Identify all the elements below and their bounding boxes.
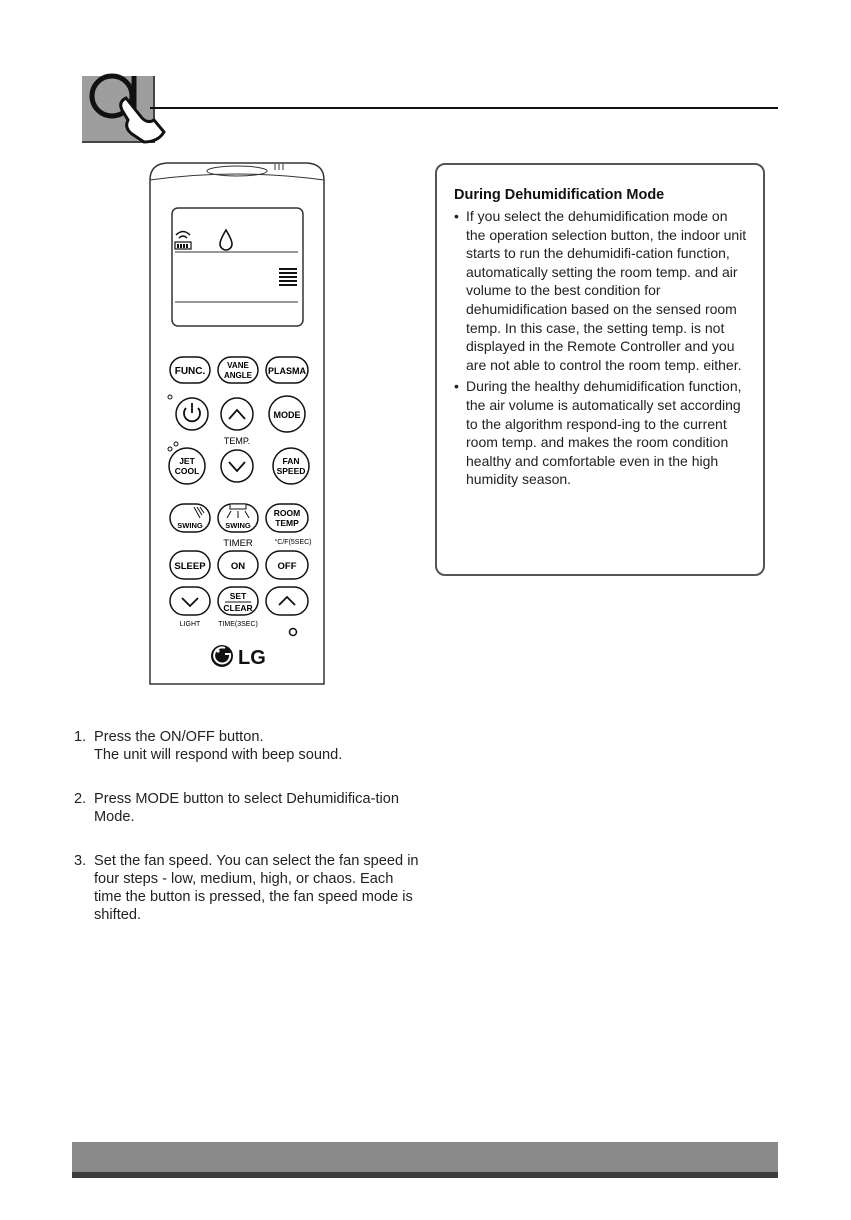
svg-text:TEMP: TEMP	[275, 518, 299, 528]
func-button[interactable]	[170, 357, 210, 383]
sleep-button[interactable]	[170, 551, 210, 579]
svg-text:ON: ON	[230, 561, 246, 572]
svg-text:FAN: FAN	[282, 456, 300, 466]
step-number: 1.	[74, 729, 87, 745]
jet-cool-button[interactable]	[169, 448, 205, 484]
light-label: LIGHT	[179, 621, 201, 628]
fan-speed-button[interactable]	[273, 448, 309, 484]
svg-text:CLEAR: CLEAR	[223, 603, 253, 613]
svg-text:OFF: OFF	[277, 561, 297, 572]
timer-on-button[interactable]	[218, 551, 258, 579]
step-1	[74, 728, 419, 764]
temp-up-button[interactable]	[221, 398, 253, 430]
time-3sec-label: TIME(3SEC)	[218, 621, 258, 628]
step-3	[74, 852, 419, 924]
plasma-button[interactable]	[266, 357, 308, 383]
swing-horizontal-button[interactable]	[218, 504, 258, 532]
swing-vertical-button[interactable]	[170, 504, 210, 532]
header-rule	[150, 107, 778, 109]
info-item: • If you select the dehumidification mode on the operation selection button, the indoor unit starts to run the dehumidifi-cation function, automatically setting the room temp. and air volume to the best condition for dehumidification based on the sensed room temp. In this case, the setting temp. is not displayed in the Remote Controller and you are not able to control the room temp. either.	[454, 207, 749, 374]
footer-bar	[72, 1142, 778, 1172]
remote-controller-illustration	[145, 160, 329, 688]
svg-text:FUNC.: FUNC.	[174, 366, 206, 377]
step-text: Press MODE button to select Dehumidifica-tion Mode.	[94, 791, 399, 825]
info-item: • During the healthy dehumidification function, the air volume is automatically set according to the algorithm respond-ing to the current room temp. and makes the room condition healthy and comfortable even in the high humidity season.	[454, 377, 749, 489]
svg-text:MODE: MODE	[273, 410, 301, 420]
time-down-button[interactable]	[170, 587, 210, 615]
footer-bar-shadow	[72, 1172, 778, 1178]
step-number: 3.	[74, 853, 87, 869]
svg-text:COOL: COOL	[174, 466, 200, 476]
dehumidification-info-box	[435, 163, 765, 576]
svg-text:VANE: VANE	[227, 361, 249, 370]
mode-button[interactable]	[269, 396, 305, 432]
step-text: Set the fan speed. You can select the fan speed in four steps - low, medium, high, or chaos. Each time the button is pressed, the fan speed mode is shifted.	[94, 853, 419, 923]
step-2	[74, 790, 419, 826]
svg-text:SET: SET	[229, 591, 247, 601]
svg-text:JET: JET	[179, 456, 195, 466]
info-list	[454, 207, 749, 489]
temp-label: TEMP.	[223, 436, 251, 446]
svg-text:SWING: SWING	[177, 521, 203, 530]
hand-pressing-button-icon	[82, 70, 170, 148]
instruction-steps	[74, 728, 419, 950]
vane-angle-button[interactable]	[218, 357, 258, 383]
set-clear-button[interactable]	[218, 587, 258, 615]
lg-logo	[211, 645, 266, 669]
svg-text:SPEED: SPEED	[276, 466, 306, 476]
cf-label: °C/F(5SEC)	[274, 539, 312, 546]
step-text: Press the ON/OFF button. The unit will respond with beep sound.	[94, 729, 343, 763]
temp-down-button[interactable]	[221, 450, 253, 482]
step-number: 2.	[74, 791, 87, 807]
svg-text:ROOM: ROOM	[273, 508, 301, 518]
svg-text:SWING: SWING	[225, 521, 251, 530]
power-button[interactable]	[176, 398, 208, 430]
info-title: During Dehumidification Mode	[454, 187, 665, 203]
svg-text:ANGLE: ANGLE	[224, 371, 252, 380]
room-temp-button[interactable]	[266, 504, 308, 532]
time-up-button[interactable]	[266, 587, 308, 615]
svg-text:SLEEP: SLEEP	[174, 561, 206, 572]
svg-text:PLASMA: PLASMA	[268, 366, 306, 376]
timer-label: TIMER	[223, 538, 253, 549]
timer-off-button[interactable]	[266, 551, 308, 579]
svg-text:LG: LG	[238, 647, 266, 669]
